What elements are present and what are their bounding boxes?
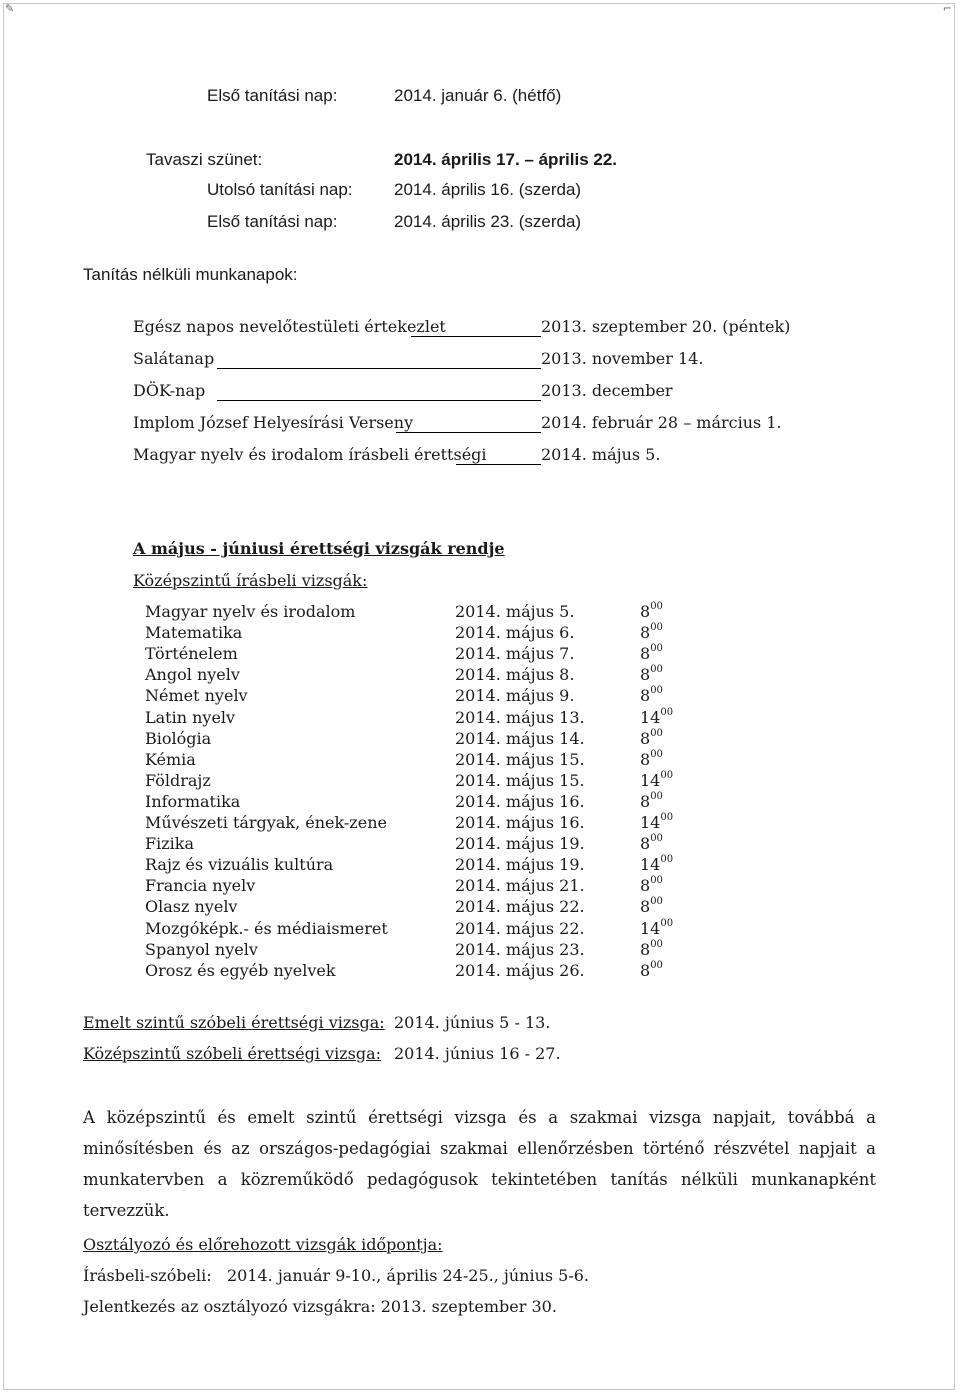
exam-subject: Kémia [145,750,196,769]
exam-subject: Mozgóképk.- és médiaismeret [145,919,388,938]
exam-hour: 8 [640,750,651,769]
exam-subject: Művészeti tárgyak, ének-zene [145,813,387,832]
exam-subject: Biológia [145,729,212,748]
exam-time [640,876,663,895]
first-day-after-value: 2014. április 23. (szerda) [394,212,582,231]
exam-hour: 8 [640,665,651,684]
exam-date: 2014. május 13. [455,708,585,727]
workday-date: 2013. november 14. [541,349,704,368]
exam-minute: 00 [660,706,674,718]
exam-time [640,792,663,811]
exam-time [640,644,663,663]
exam-time [640,602,663,621]
exam-date: 2014. május 16. [455,792,585,811]
exam-time [640,623,663,642]
exam-subject: Földrajz [145,771,211,790]
workday-date: 2014. február 28 – március 1. [541,413,782,432]
exam-minute: 00 [650,663,663,675]
oral-intermediate-value: 2014. június 16 - 27. [394,1044,561,1063]
exam-subject: Angol nyelv [145,665,240,684]
exams-subtitle: Középszintű írásbeli vizsgák: [133,571,368,590]
exam-time [640,855,673,874]
leader-line [396,432,541,433]
last-day-label: Utolsó tanítási nap: [207,180,353,199]
exam-subject: Matematika [145,623,243,642]
exam-minute: 00 [660,853,674,865]
leader-line [217,368,541,369]
exam-minute: 00 [650,874,663,886]
exam-hour: 14 [640,855,661,874]
exam-date: 2014. május 23. [455,940,585,959]
exam-date: 2014. május 15. [455,750,585,769]
exam-hour: 8 [640,729,651,748]
exam-hour: 8 [640,686,651,705]
exam-time [640,771,673,790]
exam-hour: 14 [640,771,661,790]
exam-date: 2014. május 6. [455,623,575,642]
exam-date: 2014. május 7. [455,644,575,663]
exam-date: 2014. május 22. [455,897,585,916]
exam-hour: 8 [640,834,651,853]
exam-minute: 00 [660,917,674,929]
exam-time [640,897,663,916]
exam-minute: 00 [650,895,663,907]
corner-fold-icon: ⌐ [942,2,952,15]
exam-hour: 8 [640,644,651,663]
exam-subject: Német nyelv [145,686,248,705]
spring-break-value: 2014. április 17. – április 22. [394,150,618,169]
corner-mark-icon: ✎ [5,2,15,15]
exam-subject: Orosz és egyéb nyelvek [145,961,336,980]
exam-minute: 00 [650,790,663,802]
exam-subject: Olasz nyelv [145,897,238,916]
exam-minute: 00 [650,684,663,696]
exam-time [640,686,663,705]
exam-time [640,665,663,684]
workday-label: Egész napos nevelőtestületi értekezlet [133,317,446,336]
planning-paragraph: A középszintű és emelt szintű érettségi vizsga és a szakmai vizsga napjait, továbbá a minősítésben és az országos-pedagógiai szakmai ellenőrzésben történő részvétel napjait a munkatervben a közreműködő pedagógusok tekintetében tanítás nélküli munkanapként tervezzük. [83,1108,876,1220]
exam-date: 2014. május 19. [455,834,585,853]
leader-line [456,464,541,465]
exam-subject: Informatika [145,792,241,811]
workdays-heading: Tanítás nélküli munkanapok: [83,265,298,284]
exam-minute: 00 [650,621,663,633]
exam-time [640,708,673,727]
classifier-written-oral: Írásbeli-szóbeli: 2014. január 9-10., április 24-25., június 5-6. [83,1266,590,1285]
exam-hour: 8 [640,876,651,895]
exam-date: 2014. május 15. [455,771,585,790]
exam-minute: 00 [650,748,663,760]
exam-date: 2014. május 16. [455,813,585,832]
workday-date: 2013. szeptember 20. (péntek) [541,317,791,336]
exam-date: 2014. május 5. [455,602,575,621]
workday-label: Magyar nyelv és irodalom írásbeli érettségi [133,445,487,464]
leader-line [217,400,541,401]
oral-advanced-label: Emelt szintű szóbeli érettségi vizsga: [83,1013,385,1032]
exam-hour: 14 [640,708,661,727]
exam-minute: 00 [650,832,663,844]
exam-hour: 8 [640,602,651,621]
exam-date: 2014. május 19. [455,855,585,874]
exam-time [640,729,663,748]
exam-hour: 8 [640,623,651,642]
exam-minute: 00 [650,959,663,971]
oral-intermediate-label: Középszintű szóbeli érettségi vizsga: [83,1044,382,1063]
leader-line [411,336,541,337]
exam-hour: 14 [640,813,661,832]
exam-subject: Spanyol nyelv [145,940,258,959]
exam-minute: 00 [650,938,663,950]
exam-subject: Történelem [145,644,238,663]
exam-subject: Magyar nyelv és irodalom [145,602,356,621]
classifier-heading: Osztályozó és előrehozott vizsgák időpontja: [83,1235,443,1254]
exam-date: 2014. május 21. [455,876,585,895]
exam-time [640,813,673,832]
exam-minute: 00 [650,727,663,739]
exam-hour: 8 [640,792,651,811]
exam-hour: 8 [640,897,651,916]
spring-break-label: Tavaszi szünet: [146,150,263,169]
exam-subject: Rajz és vizuális kultúra [145,855,334,874]
exam-hour: 14 [640,919,661,938]
exam-hour: 8 [640,961,651,980]
workday-label: Salátanap [133,349,215,368]
exam-date: 2014. május 22. [455,919,585,938]
last-day-value: 2014. április 16. (szerda) [394,180,582,199]
first-day-label: Első tanítási nap: [207,86,338,105]
first-day-after-label: Első tanítási nap: [207,212,338,231]
classifier-registration: Jelentkezés az osztályozó vizsgákra: 2013. szeptember 30. [83,1297,557,1316]
exam-subject: Francia nyelv [145,876,256,895]
exam-subject: Latin nyelv [145,708,236,727]
workday-date: 2014. május 5. [541,445,661,464]
exams-title: A május - júniusi érettségi vizsgák rendje [133,539,505,558]
exam-time [640,940,663,959]
exam-time [640,961,663,980]
exam-subject: Fizika [145,834,194,853]
exam-minute: 00 [650,600,663,612]
exam-minute: 00 [660,769,674,781]
exam-time [640,834,663,853]
workday-label: Implom József Helyesírási Verseny [133,413,414,432]
workday-label: DÖK-nap [133,381,206,400]
exam-minute: 00 [650,642,663,654]
exam-date: 2014. május 26. [455,961,585,980]
exam-time [640,750,663,769]
exam-hour: 8 [640,940,651,959]
exam-date: 2014. május 14. [455,729,585,748]
oral-advanced-value: 2014. június 5 - 13. [394,1013,551,1032]
workday-date: 2013. december [541,381,673,400]
exam-minute: 00 [660,811,674,823]
first-day-value: 2014. január 6. (hétfő) [394,86,562,105]
exam-date: 2014. május 9. [455,686,575,705]
exam-date: 2014. május 8. [455,665,575,684]
exam-time [640,919,673,938]
